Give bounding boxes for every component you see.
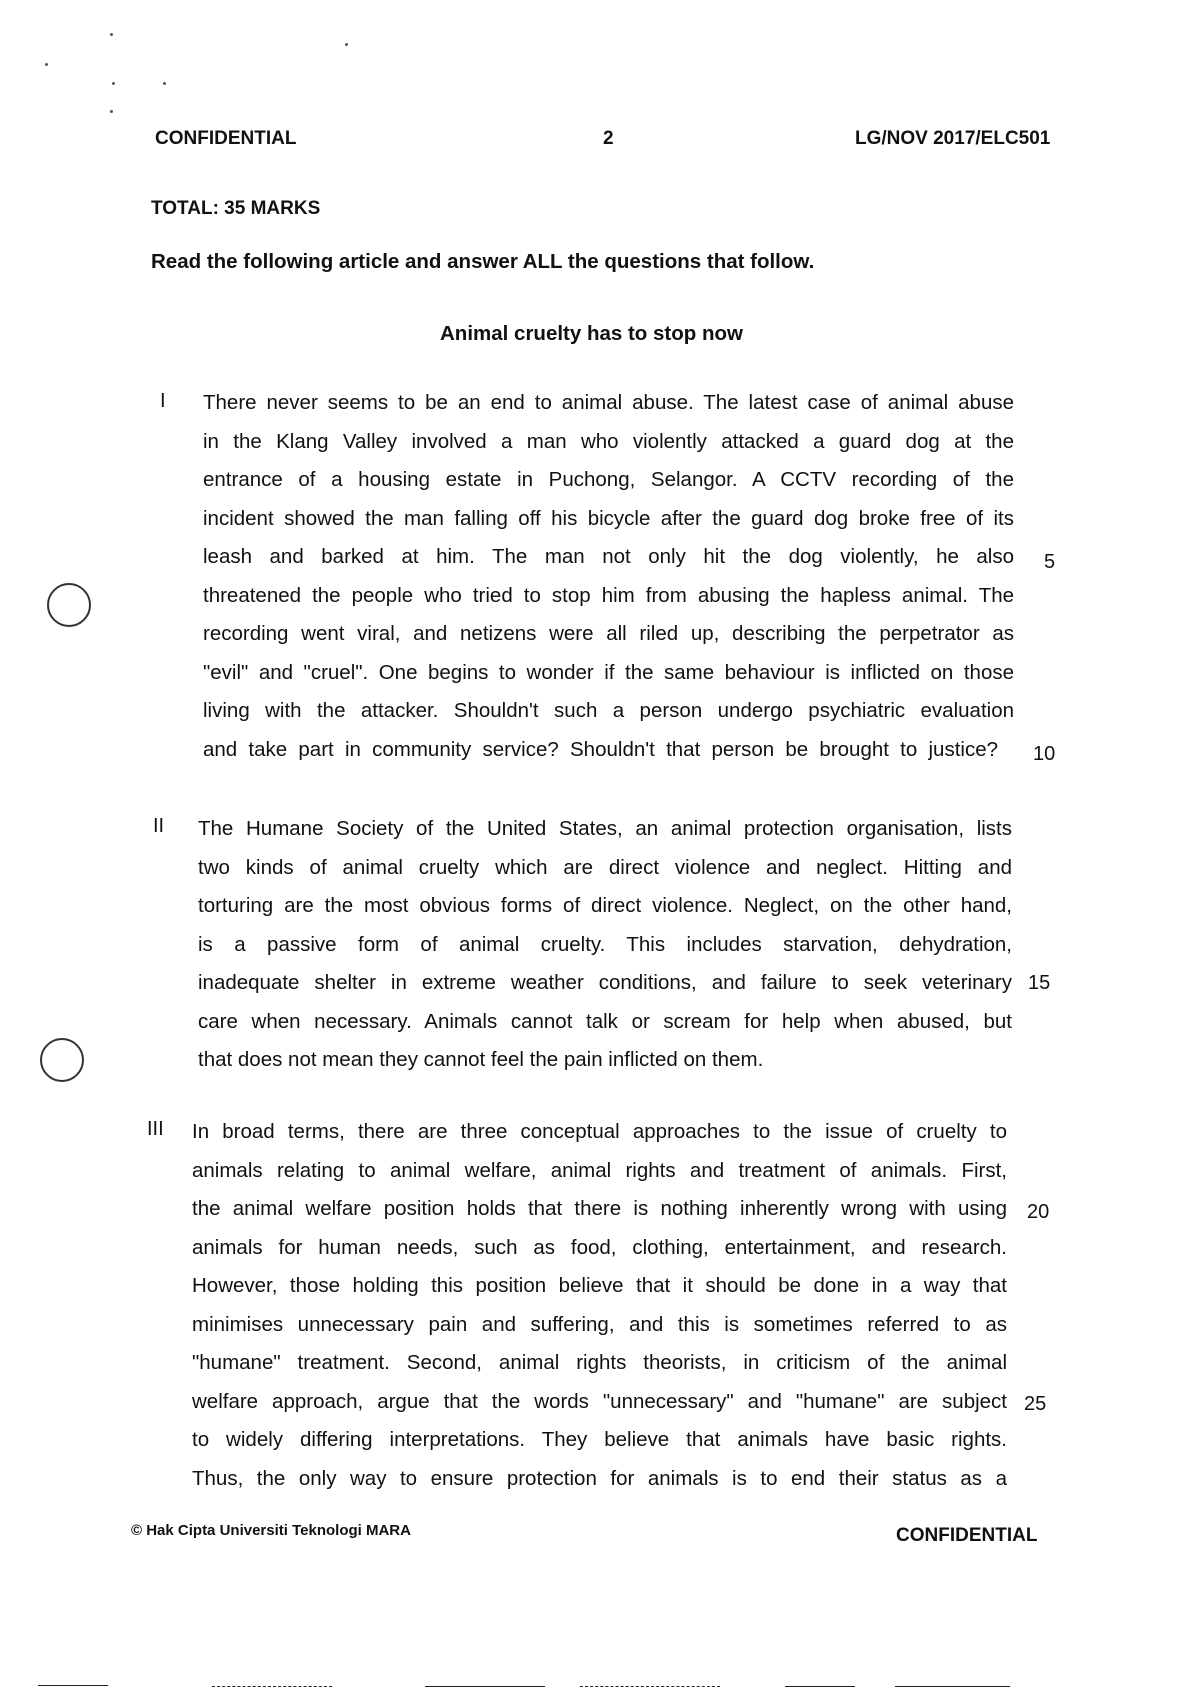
- text-line: threatened the people who tried to stop him from abusing the hapless animal. The: [203, 583, 1014, 607]
- binder-hole: [47, 583, 91, 627]
- paragraph-label: II: [153, 815, 165, 837]
- scan-line: [38, 1685, 108, 1686]
- text-line: recording went viral, and netizens were all riled up, describing the perpetrator as: [203, 622, 1014, 645]
- line-number: 5: [1044, 551, 1056, 573]
- text-line: entrance of a housing estate in Puchong, Selangor. A CCTV recording of the: [203, 468, 1014, 491]
- text-line: in the Klang Valley involved a man who violently attacked a guard dog at the: [203, 429, 1014, 453]
- scan-speck: [45, 63, 48, 66]
- text-line: "evil" and "cruel". One begins to wonder if the same behaviour is inflicted on those: [203, 660, 1014, 684]
- text-line: two kinds of animal cruelty which are direct violence and neglect. Hitting and: [198, 855, 1012, 879]
- text-line: to widely differing interpretations. They believe that animals have basic rights.: [192, 1428, 1007, 1451]
- total-marks: TOTAL: 35 MARKS: [151, 198, 321, 219]
- scan-line: [785, 1686, 855, 1687]
- line-number: 20: [1027, 1201, 1050, 1223]
- line-number: 15: [1028, 972, 1051, 994]
- binder-hole: [40, 1038, 84, 1082]
- scan-speck: [110, 110, 113, 113]
- line-number: 25: [1024, 1393, 1047, 1415]
- text-line: animals for human needs, such as food, clothing, entertainment, and research.: [192, 1235, 1007, 1259]
- text-line: There never seems to be an end to animal abuse. The latest case of animal abuse: [203, 391, 1014, 414]
- paragraph-label: III: [147, 1118, 164, 1140]
- text-line: Thus, the only way to ensure protection for animals is to end their status as a: [192, 1466, 1007, 1490]
- scan-speck: [345, 43, 348, 46]
- page-number: 2: [603, 128, 614, 149]
- text-line: is a passive form of animal cruelty. This includes starvation, dehydration,: [198, 932, 1012, 956]
- line-number: 10: [1033, 743, 1056, 765]
- text-line: In broad terms, there are three conceptual approaches to the issue of cruelty to: [192, 1120, 1007, 1143]
- scan-line: [895, 1686, 1010, 1687]
- text-line: animals relating to animal welfare, animal rights and treatment of animals. First,: [192, 1158, 1007, 1182]
- text-line: care when necessary. Animals cannot talk or scream for help when abused, but: [198, 1009, 1012, 1033]
- text-line: minimises unnecessary pain and suffering, and this is sometimes referred to as: [192, 1312, 1007, 1336]
- text-line: incident showed the man falling off his bicycle after the guard dog broke free of its: [203, 506, 1014, 530]
- scan-line: [580, 1686, 720, 1687]
- text-line: living with the attacker. Shouldn't such a person undergo psychiatric evaluation: [203, 699, 1014, 722]
- text-line: welfare approach, argue that the words "unnecessary" and "humane" are subject: [192, 1389, 1007, 1413]
- paragraph-label: I: [160, 390, 166, 412]
- article-title: Animal cruelty has to stop now: [440, 322, 743, 345]
- text-line: leash and barked at him. The man not only hit the dog violently, he also: [203, 545, 1014, 568]
- scan-speck: [112, 82, 115, 85]
- text-line: the animal welfare position holds that there is nothing inherently wrong with using: [192, 1197, 1007, 1220]
- text-line: torturing are the most obvious forms of direct violence. Neglect, on the other hand,: [198, 894, 1012, 917]
- scan-line: [212, 1686, 332, 1687]
- footer-confidential: CONFIDENTIAL: [896, 1525, 1038, 1546]
- footer-copyright: © Hak Cipta Universiti Teknologi MARA: [131, 1522, 411, 1539]
- text-line: that does not mean they cannot feel the pain inflicted on them.: [198, 1048, 764, 1071]
- scan-line: [425, 1686, 545, 1687]
- text-line: However, those holding this position believe that it should be done in a way that: [192, 1274, 1007, 1297]
- text-line: and take part in community service? Shouldn't that person be brought to justice?: [203, 737, 998, 761]
- header-confidential: CONFIDENTIAL: [155, 128, 297, 149]
- scan-speck: [110, 33, 113, 36]
- scan-speck: [163, 82, 166, 85]
- text-line: "humane" treatment. Second, animal rights theorists, in criticism of the animal: [192, 1351, 1007, 1374]
- text-line: The Humane Society of the United States, an animal protection organisation, lists: [198, 817, 1012, 840]
- text-line: inadequate shelter in extreme weather conditions, and failure to seek veterinary: [198, 971, 1012, 994]
- paper-code: LG/NOV 2017/ELC501: [855, 128, 1051, 149]
- instruction: Read the following article and answer ALL the questions that follow.: [151, 250, 815, 273]
